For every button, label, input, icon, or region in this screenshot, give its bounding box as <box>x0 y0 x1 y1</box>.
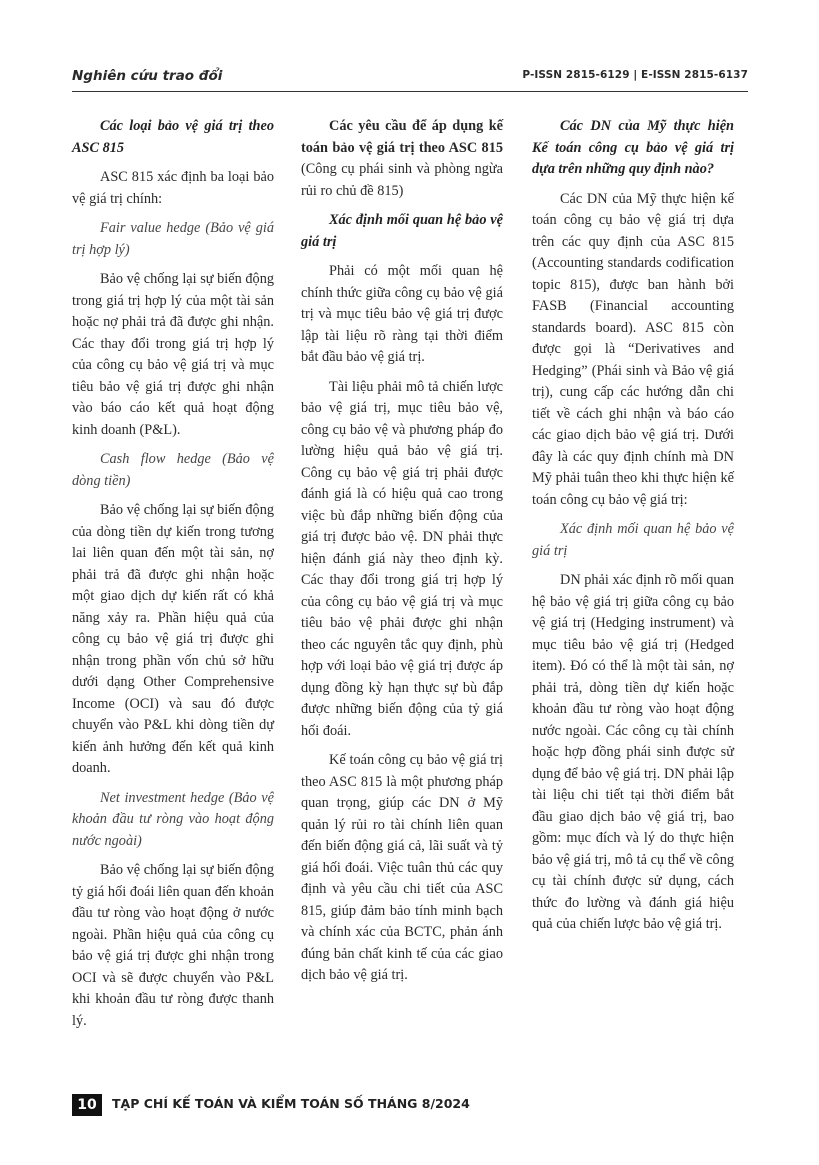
col2-subheading: Xác định mối quan hệ bảo vệ giá trị <box>301 212 503 250</box>
header-divider <box>72 91 748 92</box>
section-title: Nghiên cứu trao đổi <box>72 68 223 84</box>
col1-paragraph: ASC 815 xác định ba loại bảo vệ giá trị chính: <box>72 169 274 207</box>
col2-paragraph: Tài liệu phải mô tả chiến lược bảo vệ giá trị, mục tiêu bảo vệ, công cụ bảo vệ và phương pháp đo lường hiệu quả bảo vệ giá trị. Công cụ bảo vệ giá trị phải được đánh giá là có hiệu quả cao trong việc bù đắp những biến động của giá trị được bảo vệ. DN phải thực hiện đánh giá này theo định kỳ. Các thay đổi trong giá trị hợp lý của công cụ bảo vệ giá trị và mục tiêu bảo vệ phải được ghi nhận theo các nguyên tắc quy định, phù hợp với loại bảo vệ giá trị được áp dụng đồng kỳ hạn thực sự bù đắp được những biến động của tỷ giá hối đoái. <box>301 378 503 739</box>
col1-paragraph: Bảo vệ chống lại sự biến động của dòng tiền dự kiến trong tương lai liên quan đến một tài sản, nợ phải trả đã được ghi nhận hoặc một giao dịch dự kiến rất có khả năng xảy ra. Phần hiệu quả của công cụ bảo vệ giá trị được ghi nhận trong phần vốn chủ sở hữu dưới dạng Other Comprehensive Income (OCI) và sau đó được chuyển vào P&L khi dòng tiền dự kiến ảnh hưởng đến kết quả kinh doanh. <box>72 502 274 776</box>
column-3 <box>532 116 734 944</box>
column-1 <box>72 116 274 1040</box>
col2-heading-bold: Các yêu cầu để áp dụng kế toán bảo vệ giá trị theo ASC 815 <box>301 118 503 156</box>
issn-label: P-ISSN 2815-6129 | E-ISSN 2815-6137 <box>522 69 748 81</box>
col2-heading <box>301 116 503 202</box>
page-header <box>72 66 748 92</box>
page-number: 10 <box>72 1094 102 1116</box>
col3-paragraph: DN phải xác định rõ mối quan hệ bảo vệ giá trị giữa công cụ bảo vệ giá trị (Hedging instrument) và mục tiêu bảo vệ giá trị (Hedged item). Đó có thể là một tài sản, nợ phải trả, dòng tiền dự kiến hoặc khoản đầu tư ròng vào hoạt động nước ngoài. Các công cụ tài chính hoặc hợp đồng phái sinh được sử dụng để bảo vệ giá trị. DN phải lập tài liệu chi tiết tại thời điểm bắt đầu giao dịch bảo vệ giá trị, bao gồm: mục đích và lý do thực hiện bảo vệ giá trị, mô tả cụ thể về công cụ tài chính được sử dụng, cách thức đo lường và đánh giá hiệu quả của chiến lược bảo vệ giá trị. <box>532 572 734 932</box>
journal-title: TẠP CHÍ KẾ TOÁN VÀ KIỂM TOÁN SỐ THÁNG 8/2024 <box>112 1096 470 1111</box>
col2-paragraph: Kế toán công cụ bảo vệ giá trị theo ASC 815 là một phương pháp quan trọng, giúp các DN ở Mỹ quản lý rủi ro tài chính liên quan đến biến động giá cả, lãi suất và tỷ giá hối đoái. Việc tuân thủ các quy định và yêu cầu chi tiết của ASC 815, giúp đảm bảo tính minh bạch và chính xác của BCTC, phản ánh đúng bản chất kinh tế của các giao dịch bảo vệ giá trị. <box>301 752 503 983</box>
column-2 <box>301 116 503 995</box>
col3-paragraph: Các DN của Mỹ thực hiện kế toán công cụ bảo vệ giá trị dựa trên các quy định của ASC 815 (Accounting standards codification topic 815), được ban hành bởi FASB (Financial accounting standards board). ASC 815 còn được gọi là “Derivatives and Hedging” (Phái sinh và Bảo vệ giá trị), cung cấp các hướng dẫn chi tiết về cách ghi nhận và báo cáo các giao dịch bảo vệ giá trị. Dưới đây là các quy định chính mà DN Mỹ phải tuân theo khi thực hiện kế toán công cụ bảo vệ giá trị: <box>532 190 734 508</box>
col1-subheading: Cash flow hedge (Bảo vệ dòng tiền) <box>72 451 274 489</box>
col1-heading: Các loại bảo vệ giá trị theo ASC 815 <box>72 118 274 156</box>
col1-subheading: Net investment hedge (Bảo vệ khoản đầu tư ròng vào hoạt động nước ngoài) <box>72 789 274 849</box>
col1-paragraph: Bảo vệ chống lại sự biến động trong giá trị hợp lý của một tài sản hoặc nợ phải trả đã được ghi nhận. Các thay đổi trong giá trị hợp lý của công cụ bảo vệ giá trị và mục tiêu bảo vệ giá trị được ghi nhận vào báo cáo kết quả hoạt động kinh doanh (P&L). <box>72 271 274 438</box>
col3-subheading: Xác định mối quan hệ bảo vệ giá trị <box>532 521 734 559</box>
col2-heading-normal: (Công cụ phái sinh và phòng ngừa rủi ro chủ đề 815) <box>301 161 503 199</box>
col1-subheading: Fair value hedge (Bảo vệ giá trị hợp lý) <box>72 220 274 258</box>
col1-paragraph: Bảo vệ chống lại sự biến động tỷ giá hối đoái liên quan đến khoản đầu tư ròng vào hoạt động ở nước ngoài. Phần hiệu quả của công cụ bảo vệ giá trị được ghi nhận trong OCI và sẽ được chuyển vào P&L khi khoản đầu tư ròng được thanh lý. <box>72 862 274 1029</box>
page-footer <box>72 1094 532 1116</box>
col2-paragraph: Phải có một mối quan hệ chính thức giữa công cụ bảo vệ giá trị và mục tiêu bảo vệ giá trị được lập tài liệu rõ ràng tại thời điểm bắt đầu bảo vệ giá trị. <box>301 263 503 365</box>
col3-heading: Các DN của Mỹ thực hiện Kế toán công cụ bảo vệ giá trị dựa trên những quy định nào? <box>532 118 734 177</box>
